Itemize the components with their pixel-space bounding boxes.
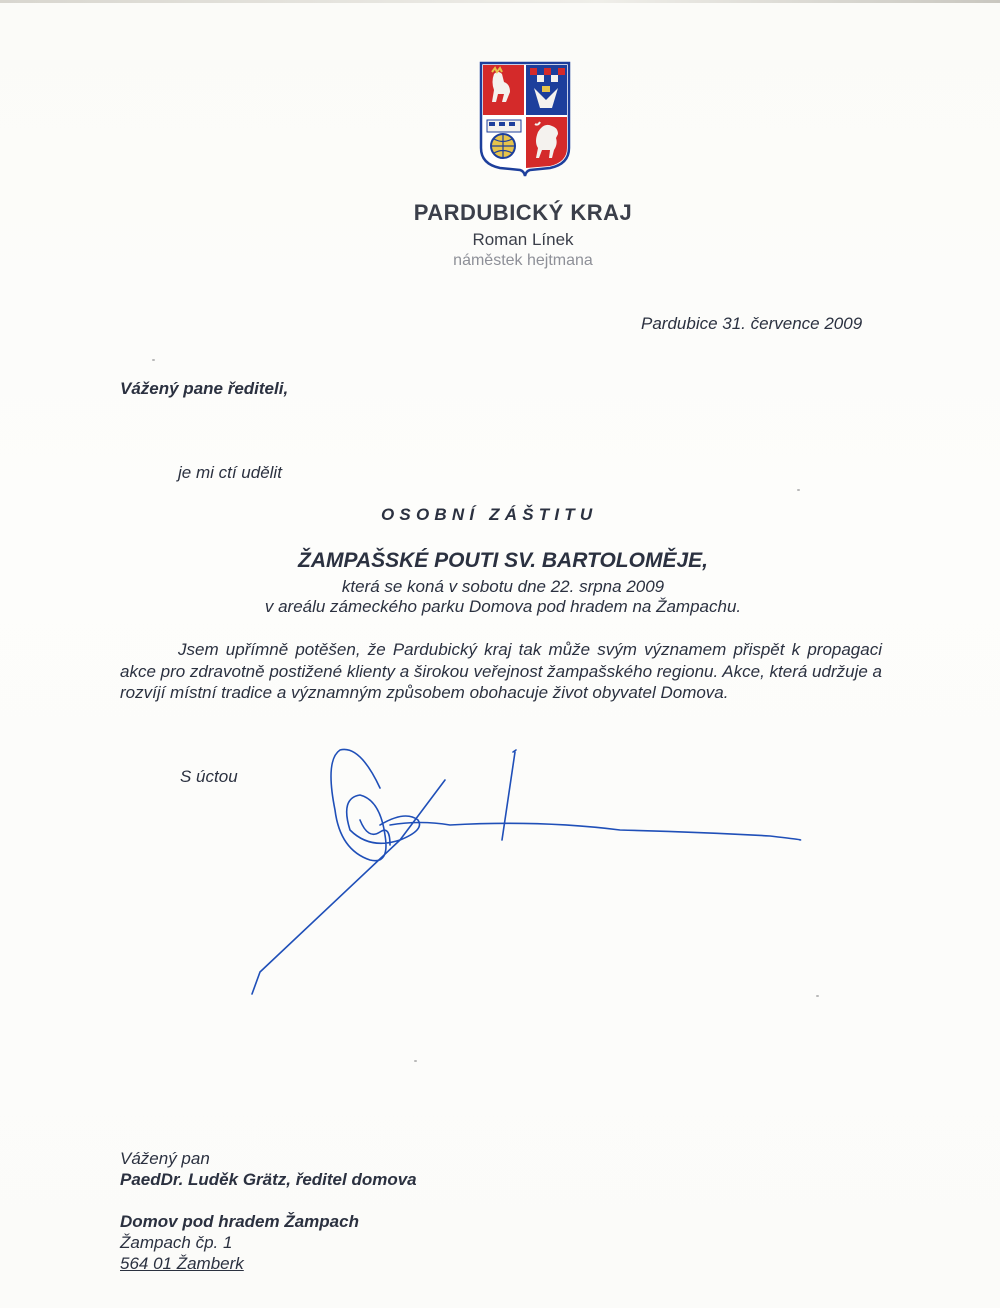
recipient-street: Žampach čp. 1 [120,1233,233,1252]
scan-edge [0,0,1000,3]
handwritten-signature-icon [240,740,820,1010]
scan-speck [816,995,819,997]
organization-name: PARDUBICKÝ KRAJ [413,200,633,225]
sender-name: Roman Línek [472,230,574,249]
salutation: Vážený pane řediteli, [120,379,289,398]
sender-title: náměstek hejtmana [453,252,593,269]
date-line: Pardubice 31. července 2009 [641,314,863,333]
scan-speck [797,489,800,491]
closing: S úctou [180,767,238,786]
event-location-line: v areálu zámeckého parku Domova pod hradem na Žampachu. [264,597,742,616]
scan-speck [414,1060,417,1062]
coat-of-arms-icon [478,60,572,178]
recipient-organization: Domov pod hradem Žampach [120,1212,359,1231]
recipient-greeting: Vážený pan [120,1149,210,1168]
scan-speck [152,359,155,361]
recipient-city: 564 01 Žamberk [120,1254,244,1273]
event-date-line: která se koná v sobotu dne 22. srpna 2009 [341,577,665,596]
recipient-name: PaedDr. Luděk Grätz, ředitel domova [120,1170,417,1189]
letter-body: Jsem upřímně potěšen, že Pardubický kraj tak může svým významem přispět k propagaci akce pro zdravotně postižené klienty a širokou veřejnost žampašského regionu. Akce, která udržuje a rozvíjí místní tradice a významným způsobem obohacuje život obyvatel Domova. [120,640,882,702]
intro-line: je mi ctí udělit [178,463,282,482]
event-title: ŽAMPAŠSKÉ POUTI SV. BARTOLOMĚJE, [298,549,708,572]
patronage-heading: OSOBNÍ ZÁŠTITU [381,505,598,524]
